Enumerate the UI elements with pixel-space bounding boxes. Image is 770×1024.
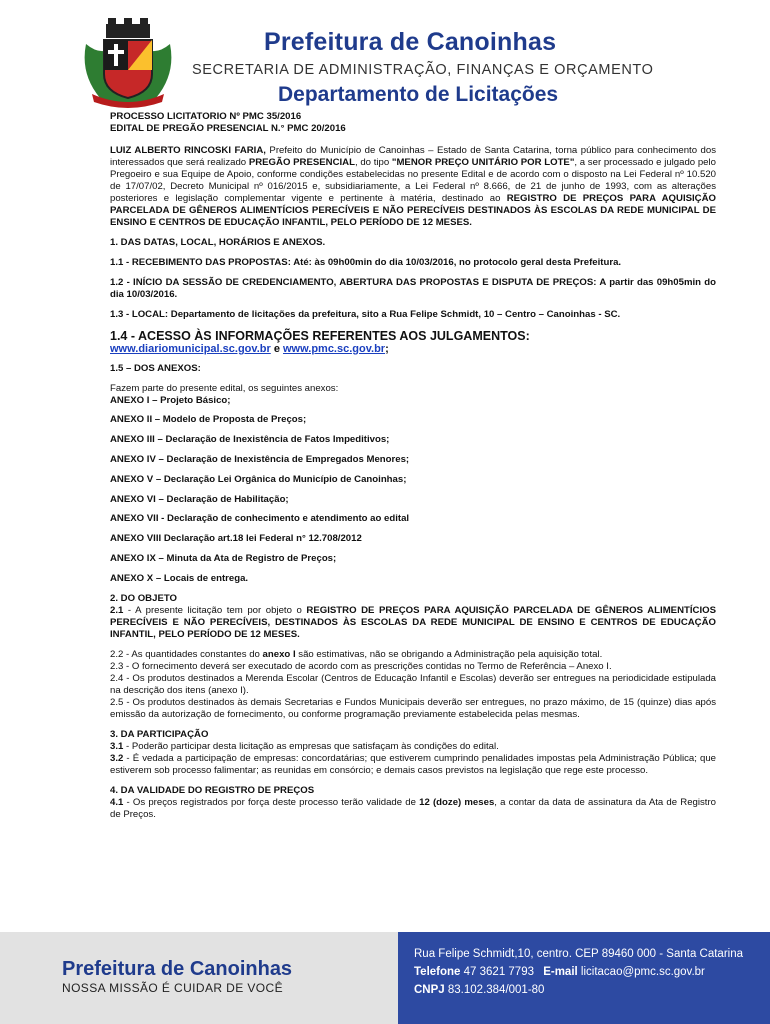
link-pmc[interactable]: www.pmc.sc.gov.br: [283, 343, 386, 355]
edital-number: EDITAL DE PREGÃO PRESENCIAL N.° PMC 20/2016: [110, 123, 346, 134]
clause-text: são estimativas, não se obrigando a Administração pela aquisição total.: [295, 648, 603, 660]
clause-number: 3.2: [110, 752, 124, 764]
municipal-crest-icon: [78, 14, 178, 110]
annex-item: ANEXO II – Modelo de Proposta de Preços;: [110, 414, 307, 426]
section-1-4-title: 1.4 - ACESSO ÀS INFORMAÇÕES REFERENTES AOS JULGAMENTOS:: [110, 329, 530, 343]
footer-title: Prefeitura de Canoinhas: [62, 958, 293, 980]
section-3-2: [110, 753, 716, 777]
phone-number: 47 3621 7793: [463, 966, 534, 978]
page-subtitle: SECRETARIA DE ADMINISTRAÇÃO, FINANÇAS E ORÇAMENTO: [192, 62, 654, 78]
process-number: PROCESSO LICITATORIO Nº PMC 35/2016: [110, 111, 302, 122]
page-footer: [0, 932, 770, 1024]
annex-item: ANEXO IV – Declaração de Inexistência de Empregados Menores;: [110, 453, 410, 465]
intro-objeto: REGISTRO DE PREÇOS PARA AQUISIÇÃO PARCELADA DE GÊNEROS ALIMENTÍCIOS PERECÍVEIS E NÃO PERECÍVEIS DESTINADOS ÀS ESCOLAS DA REDE MUNICIPAL DE ENSINO E CENTROS DE EDUCAÇÃO INFANTIL, PELO PERÍODO DE 12 MESES.: [110, 193, 716, 228]
section-3-1: [110, 741, 716, 753]
phone-label: Telefone: [414, 966, 461, 978]
section-2-4: 2.4 - Os produtos destinados a Merenda Escolar (Centros de Educação Infantil e Escolas) deverão ser entregues na periodicidade estipulada na descrição dos itens (anexo I).: [110, 672, 716, 696]
clause-text: , a contar da data de assinatura da Ata de Registro de Preços.: [110, 796, 716, 820]
intro-paragraph: [110, 145, 716, 229]
section-2-3: 2.3 - O fornecimento deverá ser executado de acordo com as prescrições contidas no Termo de Referência – Anexo I.: [110, 660, 612, 672]
clause-text: - A presente licitação tem por objeto o: [123, 604, 307, 616]
section-2-5: 2.5 - Os produtos destinados às demais Secretarias e Fundos Municipais deverão ser entregues, no prazo máximo, de 15 (quinze) dias após emissão da autorização de fornecimento, ou conforme programação previamente estabelecida pelas mesmas.: [110, 696, 716, 720]
footer-cnpj: [414, 984, 544, 996]
clause-text: - É vedada a participação de empresas: concordatárias; que estiverem cumprindo penalidades impostas pela Administração Pública; que estiverem sob processo falimentar; as reunidas em consórcio; e demais casos previstos na legislação que rege este processo.: [110, 752, 716, 776]
department-title: Departamento de Licitações: [278, 83, 559, 106]
cnpj-label: CNPJ: [414, 984, 445, 996]
clause-number: 4.1: [110, 796, 124, 808]
annex-item: ANEXO IX – Minuta da Ata de Registro de Preços;: [110, 552, 337, 564]
annexes-intro: Fazem parte do presente edital, os seguintes anexos:: [110, 382, 339, 394]
page-header: [0, 0, 770, 115]
link-separator: e: [270, 343, 283, 355]
annex-item: ANEXO VI – Declaração de Habilitação;: [110, 493, 289, 505]
cnpj-number: 83.102.384/001-80: [447, 984, 545, 996]
link-diario-municipal[interactable]: www.diariomunicipal.sc.gov.br: [110, 343, 271, 355]
annexes-section: [110, 363, 716, 585]
section-1-2: 1.2 - INÍCIO DA SESSÃO DE CREDENCIAMENTO, ABERTURA DAS PROPOSTAS E DISPUTA DE PREÇOS: A partir das 09h05min do dia 10/03/2016.: [110, 277, 716, 300]
intro-pregao: PREGÃO PRESENCIAL: [248, 157, 355, 168]
section-2-items: [110, 649, 716, 721]
page-title: Prefeitura de Canoinhas: [264, 28, 557, 56]
section-3: [110, 729, 716, 777]
clause-text: - Os preços registrados por força deste processo terão validade de: [123, 796, 420, 808]
section-3-title: 3. DA PARTICIPAÇÃO: [110, 728, 209, 740]
section-1-3: 1.3 - LOCAL: Departamento de licitações da prefeitura, sito a Rua Felipe Schmidt, 10 – Centro – Canoinhas - SC.: [110, 309, 621, 320]
annex-item: ANEXO X – Locais de entrega.: [110, 572, 249, 584]
email-label: E-mail: [543, 966, 578, 978]
section-4: [110, 785, 716, 821]
clause-text: - Poderão participar desta licitação as empresas que satisfaçam às condições do edital.: [123, 740, 499, 752]
intro-text: Prefeito do Município de Canoinhas – Estado de Santa Catarina, torna público para conhecimento dos interessados que será realizado: [110, 145, 716, 168]
footer-phone-email: [414, 966, 705, 978]
clause-annex: anexo I: [262, 648, 296, 660]
section-2-title: 2. DO OBJETO: [110, 592, 177, 604]
section-2: [110, 593, 716, 641]
annex-item: ANEXO V – Declaração Lei Orgânica do Município de Canoinhas;: [110, 473, 407, 485]
link-end: ;: [385, 343, 389, 355]
annex-item: ANEXO VII - Declaração de conhecimento e atendimento ao edital: [110, 513, 410, 525]
section-1-5-title: 1.5 – DOS ANEXOS:: [110, 363, 201, 374]
section-2-2: [110, 649, 716, 661]
section-4-1: [110, 797, 716, 821]
annex-item: ANEXO I – Projeto Básico;: [110, 394, 231, 406]
footer-motto: NOSSA MISSÃO É CUIDAR DE VOCÊ: [62, 981, 283, 995]
document-body: [110, 111, 716, 821]
section-4-title: 4. DA VALIDADE DO REGISTRO DE PREÇOS: [110, 784, 315, 796]
clause-number: 3.1: [110, 740, 124, 752]
mayor-name: LUIZ ALBERTO RINCOSKI FARIA,: [110, 145, 266, 156]
clause-text: 2.2 - As quantidades constantes do: [110, 648, 263, 660]
intro-text: , a ser processado e julgado pelo Pregoeiro e sua Equipe de Apoio, conforme condições estabelecidas no presente Edital e de acordo com o disposto na Lei Federal nº 10.520 de 17/07/02, Decreto Municipal nº 016/2015 e, subsidiariamente, a Lei Federal nº 8.666, de 21 de junho de 1993, com as alterações posteriores e legislação complementar vigente e pertinente à matéria, destinado ao: [110, 157, 716, 204]
footer-contact-panel: [398, 932, 770, 1024]
section-2-1: [110, 605, 716, 641]
clause-validity: 12 (doze) meses: [419, 796, 495, 808]
clause-object: REGISTRO DE PREÇOS PARA AQUISIÇÃO PARCELADA DE GÊNEROS ALIMENTÍCIOS PERECÍVEIS E NÃO PERECÍVEIS, DESTINADOS ÀS ESCOLAS DA REDE MUNICIPAL DE ENSINO E CENTROS DE EDUCAÇÃO INFANTIL, PELO PERÍODO DE 12 MESES.: [110, 604, 716, 640]
section-1-title: 1. DAS DATAS, LOCAL, HORÁRIOS E ANEXOS.: [110, 237, 326, 248]
footer-address: Rua Felipe Schmidt,10, centro. CEP 89460 000 - Santa Catarina: [414, 948, 744, 960]
section-1-1: 1.1 - RECEBIMENTO DAS PROPOSTAS: Até: às 09h00min do dia 10/03/2016, no protocolo geral desta Prefeitura.: [110, 257, 622, 268]
clause-number: 2.1: [110, 604, 124, 616]
section-1-4: [110, 329, 716, 356]
email-address: licitacao@pmc.sc.gov.br: [580, 966, 705, 978]
intro-tipo: "MENOR PREÇO UNITÁRIO POR LOTE": [391, 157, 575, 168]
intro-text: , do tipo: [354, 157, 392, 168]
annex-item: ANEXO III – Declaração de Inexistência de Fatos Impeditivos;: [110, 434, 390, 446]
annex-item: ANEXO VIII Declaração art.18 lei Federal n° 12.708/2012: [110, 533, 362, 545]
